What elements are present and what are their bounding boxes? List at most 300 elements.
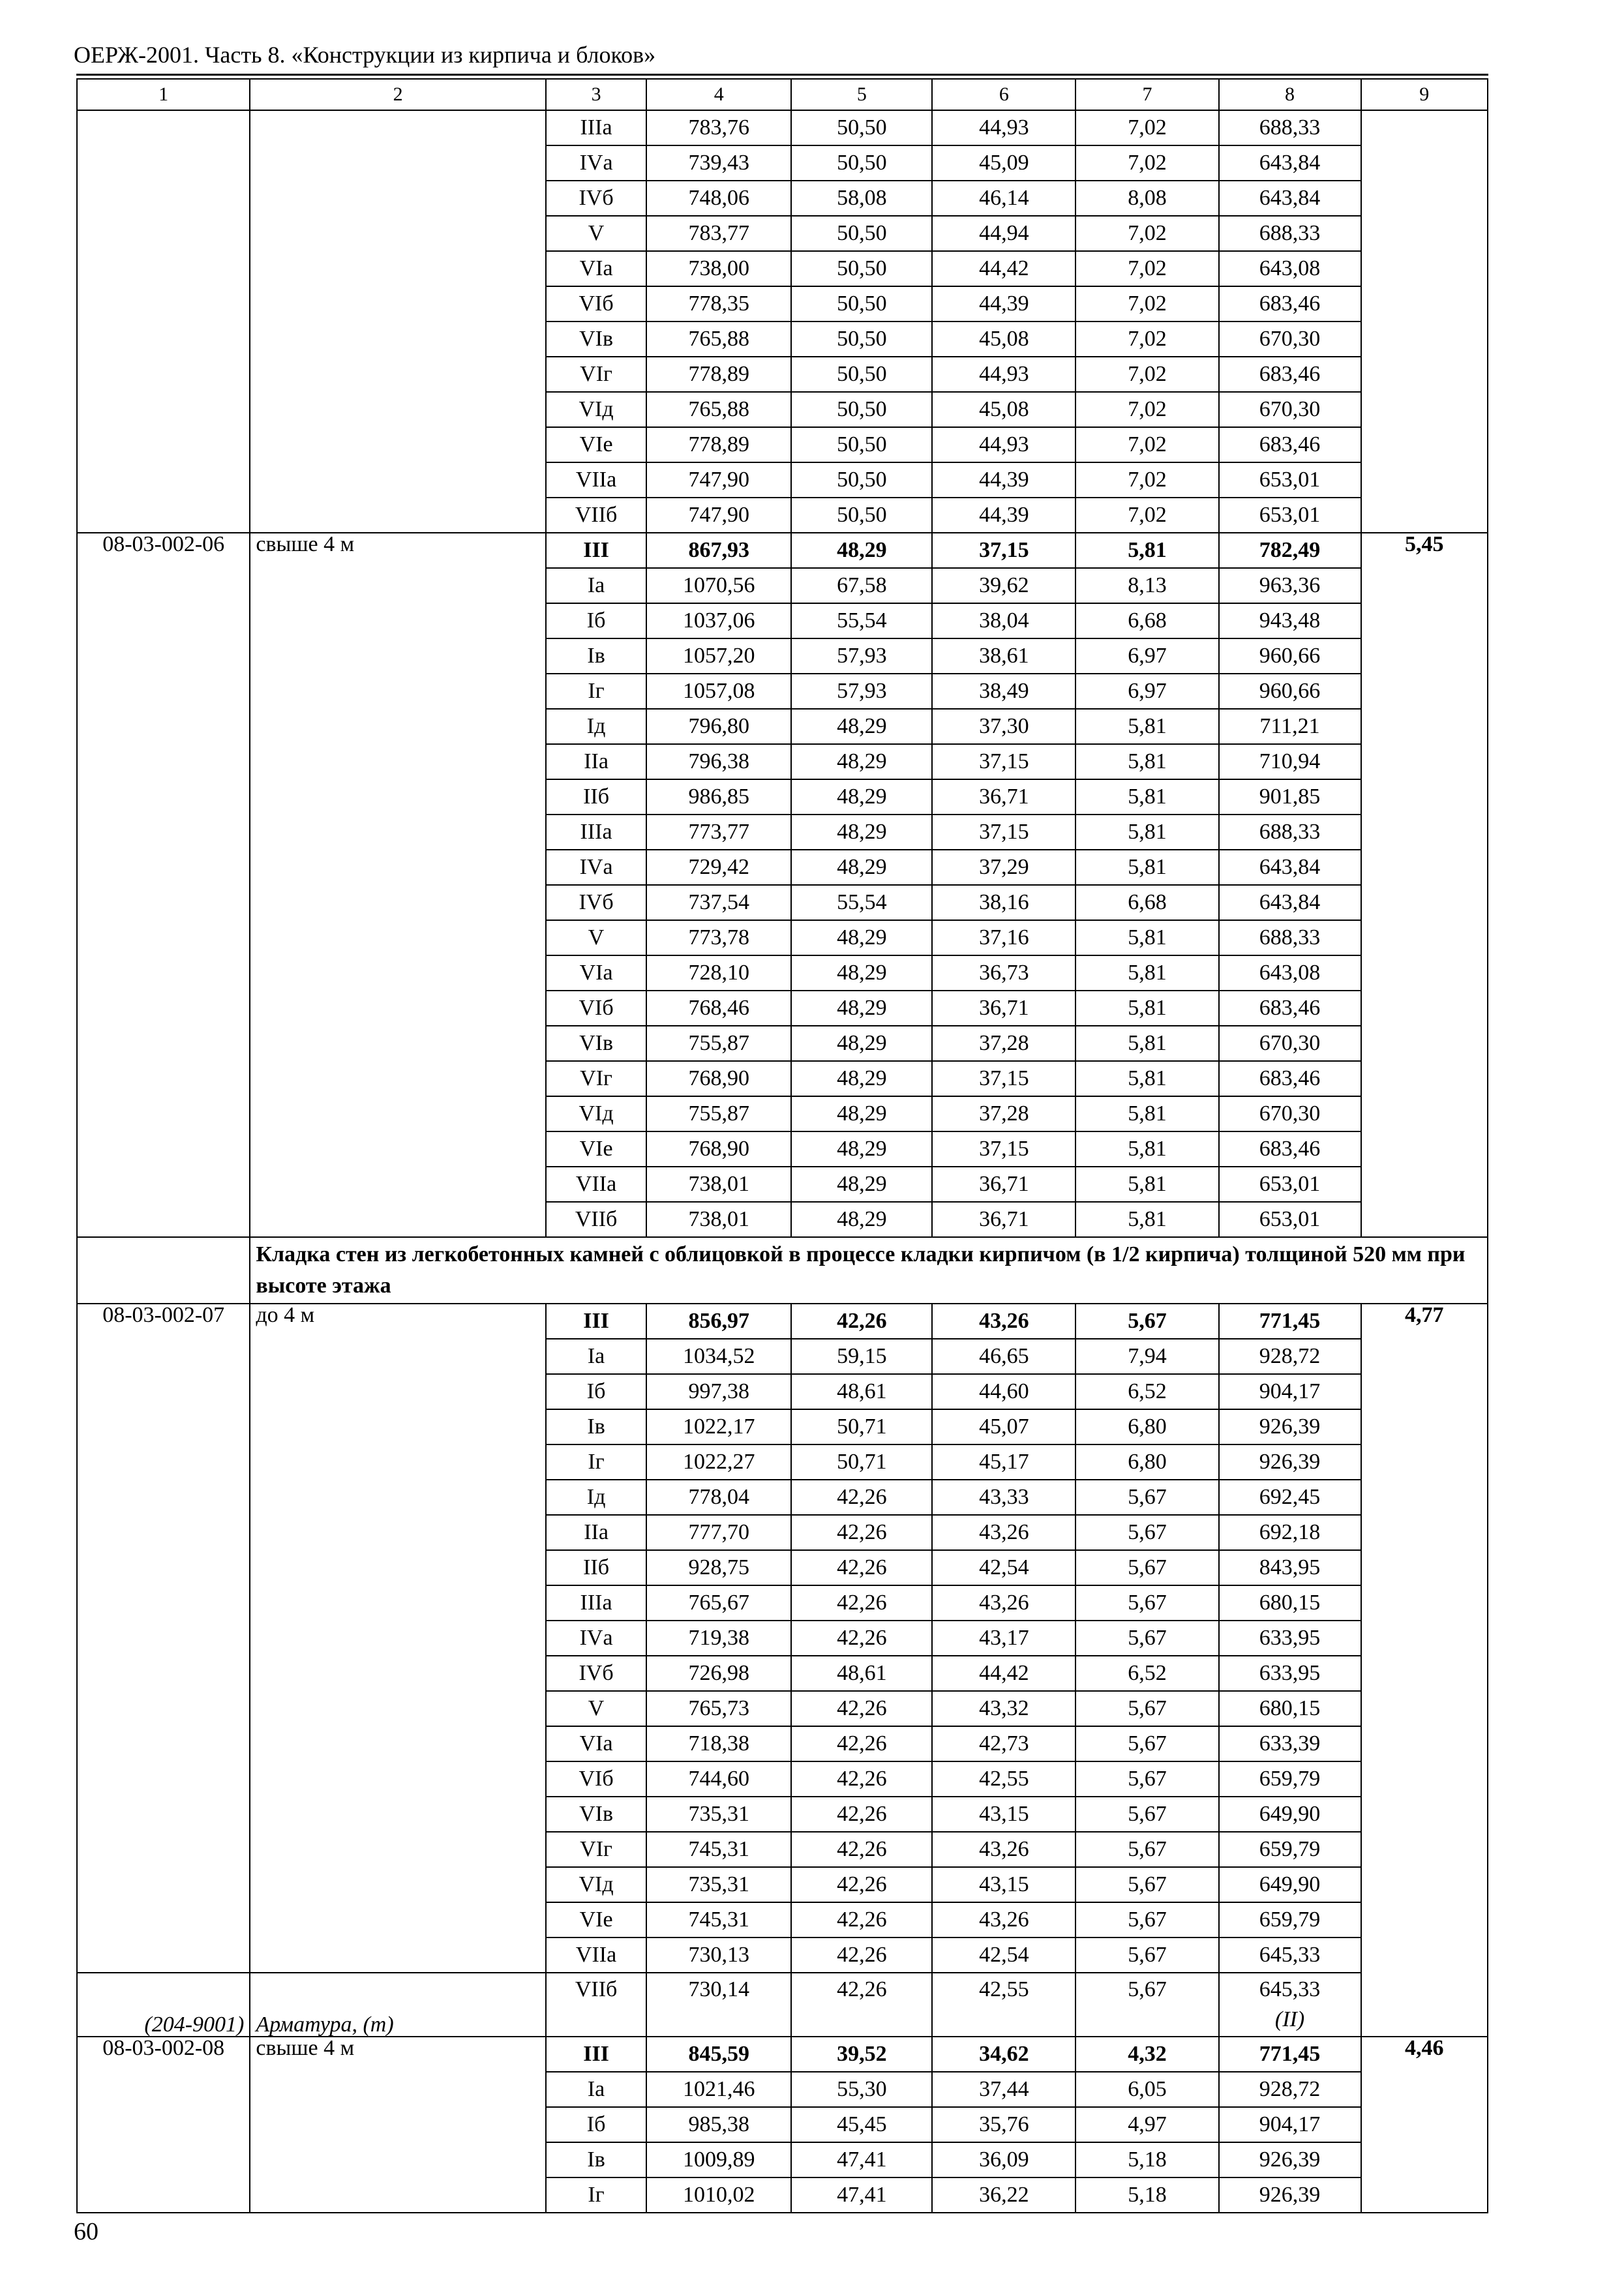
- value-cell: 926,39: [1219, 1409, 1361, 1444]
- value-cell: 35,76: [932, 2107, 1075, 2142]
- value-cell: 649,90: [1219, 1797, 1361, 1832]
- value-cell: 36,71: [932, 779, 1075, 815]
- value-cell: 8,08: [1075, 181, 1218, 216]
- value-cell: 5,81: [1075, 1167, 1218, 1202]
- value-cell: 765,73: [646, 1691, 791, 1726]
- value-cell: 37,28: [932, 1096, 1075, 1131]
- value-cell: 683,46: [1219, 991, 1361, 1026]
- value-cell: 777,70: [646, 1515, 791, 1550]
- value-cell: 6,52: [1075, 1374, 1218, 1409]
- value-cell: 5,67: [1075, 1726, 1218, 1761]
- value-cell: 42,26: [791, 1585, 932, 1621]
- region-code: VIIа: [546, 462, 646, 498]
- value-cell: 771,45: [1219, 2037, 1361, 2072]
- value-cell: [932, 1973, 1075, 2037]
- column-number: 7: [1075, 79, 1218, 110]
- region-code: Iг: [546, 2177, 646, 2213]
- value-cell: [1075, 1973, 1218, 2037]
- region-code: V: [546, 1691, 646, 1726]
- region-code: IIа: [546, 744, 646, 779]
- value-cell: 42,26: [791, 1867, 932, 1902]
- item-code: 08-03-002-07: [77, 1304, 250, 1973]
- col9-value: 5,45: [1361, 533, 1488, 1237]
- value-cell: 928,72: [1219, 1339, 1361, 1374]
- region-code: VIе: [546, 1131, 646, 1167]
- value-cell: 5,67: [1075, 1832, 1218, 1867]
- value-cell: 37,15: [932, 1131, 1075, 1167]
- column-number: 5: [791, 79, 932, 110]
- region-code: IIIа: [546, 815, 646, 850]
- region-code: Iв: [546, 638, 646, 674]
- value-cell: 659,79: [1219, 1761, 1361, 1797]
- value-cell: 7,02: [1075, 392, 1218, 427]
- value-cell: 680,15: [1219, 1691, 1361, 1726]
- value-cell: 50,50: [791, 462, 932, 498]
- value-cell: 5,81: [1075, 920, 1218, 955]
- value-cell: 42,26: [791, 1761, 932, 1797]
- value-cell: 904,17: [1219, 2107, 1361, 2142]
- value-cell: 796,80: [646, 709, 791, 744]
- value-cell: 59,15: [791, 1339, 932, 1374]
- section-title: Кладка стен из легкобетонных камней с облицовкой в процессе кладки кирпичом (в 1/2 кирпича) толщиной 520 мм при высоте этажа: [250, 1237, 1488, 1304]
- value-cell: 5,67: [1075, 1621, 1218, 1656]
- value-cell: 653,01: [1219, 462, 1361, 498]
- value-cell: 773,77: [646, 815, 791, 850]
- value-cell: 42,26: [791, 1515, 932, 1550]
- value-cell: 728,10: [646, 955, 791, 991]
- value-cell: 43,15: [932, 1797, 1075, 1832]
- value-cell: 739,43: [646, 145, 791, 181]
- value-cell: 37,16: [932, 920, 1075, 955]
- value-cell: 45,09: [932, 145, 1075, 181]
- page-number: 60: [74, 2218, 98, 2245]
- value-cell: 48,29: [791, 779, 932, 815]
- value-cell: 778,89: [646, 357, 791, 392]
- value-cell: 738,00: [646, 251, 791, 286]
- value-cell: 36,73: [932, 955, 1075, 991]
- value-cell: 683,46: [1219, 357, 1361, 392]
- value-cell: 50,50: [791, 392, 932, 427]
- value-cell: 50,50: [791, 427, 932, 462]
- value-text: 5,67: [1128, 1977, 1167, 2001]
- value-cell: 42,26: [791, 1550, 932, 1585]
- column-number: 4: [646, 79, 791, 110]
- item-height: свыше 4 м: [250, 533, 546, 1237]
- value-cell: 928,75: [646, 1550, 791, 1585]
- section-code-cell: [77, 1237, 250, 1304]
- value-cell: 42,55: [932, 1761, 1075, 1797]
- value-cell: 48,29: [791, 815, 932, 850]
- value-text: 42,26: [837, 1977, 887, 2001]
- value-cell: 44,94: [932, 216, 1075, 251]
- value-cell: 730,13: [646, 1937, 791, 1973]
- value-cell: 5,81: [1075, 1131, 1218, 1167]
- value-cell: 633,95: [1219, 1656, 1361, 1691]
- value-cell: 50,71: [791, 1409, 932, 1444]
- value-cell: 735,31: [646, 1867, 791, 1902]
- region-code: VIв: [546, 1026, 646, 1061]
- value-cell: 748,06: [646, 181, 791, 216]
- value-cell: 5,67: [1075, 1797, 1218, 1832]
- value-cell: 643,08: [1219, 955, 1361, 991]
- value-cell: 778,35: [646, 286, 791, 322]
- value-cell: 50,50: [791, 110, 932, 145]
- value-cell: 46,65: [932, 1339, 1075, 1374]
- value-cell: 659,79: [1219, 1832, 1361, 1867]
- value-cell: 926,39: [1219, 2177, 1361, 2213]
- value-cell: 5,81: [1075, 815, 1218, 850]
- value-cell: 5,81: [1075, 779, 1218, 815]
- value-cell: 683,46: [1219, 1061, 1361, 1096]
- value-cell: 778,89: [646, 427, 791, 462]
- value-cell: 718,38: [646, 1726, 791, 1761]
- value-cell: 653,01: [1219, 1167, 1361, 1202]
- value-cell: 57,93: [791, 638, 932, 674]
- value-cell: 5,67: [1075, 1867, 1218, 1902]
- value-cell: 1070,56: [646, 568, 791, 603]
- value-cell: 42,26: [791, 1797, 932, 1832]
- value-cell: 48,29: [791, 991, 932, 1026]
- value-cell: 48,29: [791, 744, 932, 779]
- value-cell: 57,93: [791, 674, 932, 709]
- value-cell: 42,26: [791, 1902, 932, 1937]
- region-code: Iд: [546, 1480, 646, 1515]
- value-cell: 986,85: [646, 779, 791, 815]
- region-code: IIб: [546, 1550, 646, 1585]
- value-cell: 43,33: [932, 1480, 1075, 1515]
- name-cell: [250, 110, 546, 533]
- value-cell: 710,94: [1219, 744, 1361, 779]
- column-number-row: [77, 79, 1488, 110]
- value-cell: 7,02: [1075, 251, 1218, 286]
- region-code: [546, 1973, 646, 2037]
- value-cell: 48,61: [791, 1656, 932, 1691]
- value-cell: 5,81: [1075, 709, 1218, 744]
- value-cell: 643,84: [1219, 885, 1361, 920]
- value-cell: 771,45: [1219, 1304, 1361, 1339]
- value-cell: 768,90: [646, 1061, 791, 1096]
- value-cell: 43,26: [932, 1304, 1075, 1339]
- value-cell: 42,54: [932, 1550, 1075, 1585]
- value-cell: 1021,46: [646, 2072, 791, 2107]
- value-cell: 7,02: [1075, 286, 1218, 322]
- value-cell: 680,15: [1219, 1585, 1361, 1621]
- value-cell: 5,81: [1075, 850, 1218, 885]
- value-cell: 997,38: [646, 1374, 791, 1409]
- value-cell: 37,15: [932, 1061, 1075, 1096]
- region-code: Iг: [546, 1444, 646, 1480]
- value-cell: 44,42: [932, 251, 1075, 286]
- value-cell: 633,39: [1219, 1726, 1361, 1761]
- value-cell: 45,08: [932, 392, 1075, 427]
- price-table: [76, 78, 1488, 2213]
- region-code: IVб: [546, 885, 646, 920]
- value-cell: 773,78: [646, 920, 791, 955]
- region-code: IIIа: [546, 110, 646, 145]
- region-code: IIа: [546, 1515, 646, 1550]
- region-code: Iа: [546, 568, 646, 603]
- value-cell: 928,72: [1219, 2072, 1361, 2107]
- item-height: до 4 м: [250, 1304, 546, 1973]
- col9-cell: [1361, 110, 1488, 533]
- value-cell: 904,17: [1219, 1374, 1361, 1409]
- region-code: Iб: [546, 2107, 646, 2142]
- value-cell: 843,95: [1219, 1550, 1361, 1585]
- value-cell: 960,66: [1219, 638, 1361, 674]
- region-code: IVа: [546, 850, 646, 885]
- value-cell: 38,04: [932, 603, 1075, 638]
- value-cell: 36,09: [932, 2142, 1075, 2177]
- value-cell: 901,85: [1219, 779, 1361, 815]
- value-cell: 37,28: [932, 1026, 1075, 1061]
- value-cell: 5,81: [1075, 1096, 1218, 1131]
- value-cell: 55,54: [791, 603, 932, 638]
- region-code: VIб: [546, 1761, 646, 1797]
- value-cell: 856,97: [646, 1304, 791, 1339]
- region-code: VIг: [546, 1832, 646, 1867]
- value-cell: 38,49: [932, 674, 1075, 709]
- value-text: 42,55: [979, 1977, 1029, 2001]
- value-cell: 7,02: [1075, 462, 1218, 498]
- value-cell: 48,29: [791, 1096, 932, 1131]
- value-cell: 46,14: [932, 181, 1075, 216]
- column-number: 1: [77, 79, 250, 110]
- value-cell: 5,67: [1075, 1902, 1218, 1937]
- value-text: 730,14: [688, 1977, 750, 2001]
- value-cell: 6,68: [1075, 885, 1218, 920]
- region-code: VIд: [546, 392, 646, 427]
- value-cell: 48,29: [791, 1131, 932, 1167]
- value-cell: 745,31: [646, 1832, 791, 1867]
- value-cell: 44,93: [932, 427, 1075, 462]
- value-cell: 43,32: [932, 1691, 1075, 1726]
- value-cell: 726,98: [646, 1656, 791, 1691]
- value-cell: 67,58: [791, 568, 932, 603]
- value-cell: 50,50: [791, 498, 932, 533]
- value-text: VIIб: [575, 1977, 618, 2001]
- value-cell: 670,30: [1219, 392, 1361, 427]
- region-code: VIа: [546, 251, 646, 286]
- region-code: IVб: [546, 181, 646, 216]
- value-cell: 45,45: [791, 2107, 932, 2142]
- value-cell: 37,15: [932, 533, 1075, 568]
- column-number: 3: [546, 79, 646, 110]
- value-cell: 44,93: [932, 357, 1075, 392]
- value-cell: 7,02: [1075, 216, 1218, 251]
- value-cell: 670,30: [1219, 1026, 1361, 1061]
- value-cell: 649,90: [1219, 1867, 1361, 1902]
- region-code: IVа: [546, 145, 646, 181]
- value-cell: 42,26: [791, 1304, 932, 1339]
- value-cell: 783,76: [646, 110, 791, 145]
- value-cell: 42,26: [791, 1621, 932, 1656]
- region-code: Iв: [546, 1409, 646, 1444]
- value-cell: 670,30: [1219, 1096, 1361, 1131]
- value-cell: 5,67: [1075, 1304, 1218, 1339]
- region-code: Iа: [546, 1339, 646, 1374]
- value-cell: 1037,06: [646, 603, 791, 638]
- value-cell: 36,71: [932, 991, 1075, 1026]
- region-code: VIб: [546, 991, 646, 1026]
- value-cell: 43,26: [932, 1832, 1075, 1867]
- armature-note: (II): [1274, 2007, 1305, 2031]
- value-text: 645,33: [1259, 1977, 1321, 2001]
- table-row: [77, 110, 1488, 145]
- value-cell: 643,84: [1219, 181, 1361, 216]
- value-cell: 5,81: [1075, 1026, 1218, 1061]
- value-cell: 42,54: [932, 1937, 1075, 1973]
- value-cell: 36,71: [932, 1202, 1075, 1237]
- value-cell: 45,17: [932, 1444, 1075, 1480]
- value-cell: 688,33: [1219, 110, 1361, 145]
- region-code: III: [546, 1304, 646, 1339]
- region-code: IVб: [546, 1656, 646, 1691]
- value-cell: 683,46: [1219, 1131, 1361, 1167]
- value-cell: 6,52: [1075, 1656, 1218, 1691]
- value-cell: 845,59: [646, 2037, 791, 2072]
- value-cell: 7,02: [1075, 110, 1218, 145]
- value-cell: 37,30: [932, 709, 1075, 744]
- value-cell: 688,33: [1219, 920, 1361, 955]
- value-cell: 683,46: [1219, 427, 1361, 462]
- value-cell: 48,29: [791, 709, 932, 744]
- value-cell: 737,54: [646, 885, 791, 920]
- value-cell: 1057,20: [646, 638, 791, 674]
- value-cell: 5,81: [1075, 744, 1218, 779]
- value-cell: 692,18: [1219, 1515, 1361, 1550]
- value-cell: 796,38: [646, 744, 791, 779]
- value-cell: 48,29: [791, 850, 932, 885]
- table-body: [77, 79, 1488, 2213]
- value-cell: 747,90: [646, 462, 791, 498]
- region-code: IVа: [546, 1621, 646, 1656]
- region-code: V: [546, 920, 646, 955]
- value-cell: 50,50: [791, 216, 932, 251]
- value-cell: [646, 1973, 791, 2037]
- header-rule: [76, 74, 1488, 76]
- value-cell: 755,87: [646, 1096, 791, 1131]
- value-cell: 43,17: [932, 1621, 1075, 1656]
- value-cell: 43,26: [932, 1902, 1075, 1937]
- value-cell: 44,42: [932, 1656, 1075, 1691]
- value-cell: 963,36: [1219, 568, 1361, 603]
- region-code: VIг: [546, 1061, 646, 1096]
- value-cell: 50,50: [791, 286, 932, 322]
- region-code: III: [546, 2037, 646, 2072]
- value-cell: 5,18: [1075, 2142, 1218, 2177]
- value-cell: 36,22: [932, 2177, 1075, 2213]
- value-cell: 783,77: [646, 216, 791, 251]
- value-cell: 42,26: [791, 1832, 932, 1867]
- region-code: V: [546, 216, 646, 251]
- value-cell: 729,42: [646, 850, 791, 885]
- value-cell: 6,80: [1075, 1444, 1218, 1480]
- region-code: VIIа: [546, 1167, 646, 1202]
- region-code: III: [546, 533, 646, 568]
- table-row: [77, 533, 1488, 568]
- value-cell: 7,02: [1075, 357, 1218, 392]
- value-cell: 5,81: [1075, 991, 1218, 1026]
- value-cell: 44,39: [932, 498, 1075, 533]
- value-cell: 45,07: [932, 1409, 1075, 1444]
- value-cell: 960,66: [1219, 674, 1361, 709]
- value-cell: 39,62: [932, 568, 1075, 603]
- value-cell: 735,31: [646, 1797, 791, 1832]
- region-code: VIд: [546, 1096, 646, 1131]
- value-cell: 50,50: [791, 322, 932, 357]
- value-cell: 643,08: [1219, 251, 1361, 286]
- value-cell: 659,79: [1219, 1902, 1361, 1937]
- value-cell: 745,31: [646, 1902, 791, 1937]
- value-cell: 5,81: [1075, 1061, 1218, 1096]
- item-code: 08-03-002-08: [77, 2037, 250, 2213]
- value-cell: 48,29: [791, 920, 932, 955]
- value-cell: 6,97: [1075, 674, 1218, 709]
- table-row: [77, 2037, 1488, 2072]
- value-cell: 58,08: [791, 181, 932, 216]
- region-code: VIе: [546, 1902, 646, 1937]
- region-code: VIе: [546, 427, 646, 462]
- table-row: [77, 1237, 1488, 1304]
- region-code: Iд: [546, 709, 646, 744]
- value-cell: 1057,08: [646, 674, 791, 709]
- column-number: 9: [1361, 79, 1488, 110]
- value-cell: 1034,52: [646, 1339, 791, 1374]
- value-cell: 37,29: [932, 850, 1075, 885]
- region-code: Iа: [546, 2072, 646, 2107]
- value-cell: 8,13: [1075, 568, 1218, 603]
- value-cell: 719,38: [646, 1621, 791, 1656]
- value-cell: 765,67: [646, 1585, 791, 1621]
- value-cell: 4,32: [1075, 2037, 1218, 2072]
- value-cell: 926,39: [1219, 2142, 1361, 2177]
- region-code: IIIа: [546, 1585, 646, 1621]
- value-cell: 6,68: [1075, 603, 1218, 638]
- value-cell: [1219, 1973, 1361, 2037]
- value-cell: 688,33: [1219, 216, 1361, 251]
- value-cell: 48,29: [791, 955, 932, 991]
- value-cell: 768,46: [646, 991, 791, 1026]
- value-cell: 926,39: [1219, 1444, 1361, 1480]
- value-cell: 782,49: [1219, 533, 1361, 568]
- value-cell: 5,67: [1075, 1761, 1218, 1797]
- value-cell: 48,29: [791, 1167, 932, 1202]
- value-cell: 6,80: [1075, 1409, 1218, 1444]
- value-cell: 34,62: [932, 2037, 1075, 2072]
- value-cell: 6,97: [1075, 638, 1218, 674]
- value-cell: 692,45: [1219, 1480, 1361, 1515]
- value-cell: 42,26: [791, 1937, 932, 1973]
- value-cell: 5,67: [1075, 1480, 1218, 1515]
- value-cell: 4,97: [1075, 2107, 1218, 2142]
- region-code: VIв: [546, 1797, 646, 1832]
- value-cell: 50,50: [791, 251, 932, 286]
- value-cell: 670,30: [1219, 322, 1361, 357]
- value-cell: 48,61: [791, 1374, 932, 1409]
- value-cell: 5,67: [1075, 1937, 1218, 1973]
- region-code: Iб: [546, 603, 646, 638]
- region-code: VIIб: [546, 498, 646, 533]
- value-cell: 5,81: [1075, 955, 1218, 991]
- value-cell: 5,81: [1075, 533, 1218, 568]
- value-cell: [791, 1973, 932, 2037]
- value-cell: 5,81: [1075, 1202, 1218, 1237]
- value-cell: 38,61: [932, 638, 1075, 674]
- value-cell: 653,01: [1219, 1202, 1361, 1237]
- value-cell: 1010,02: [646, 2177, 791, 2213]
- col9-value: 4,46: [1361, 2037, 1488, 2213]
- value-cell: 7,02: [1075, 427, 1218, 462]
